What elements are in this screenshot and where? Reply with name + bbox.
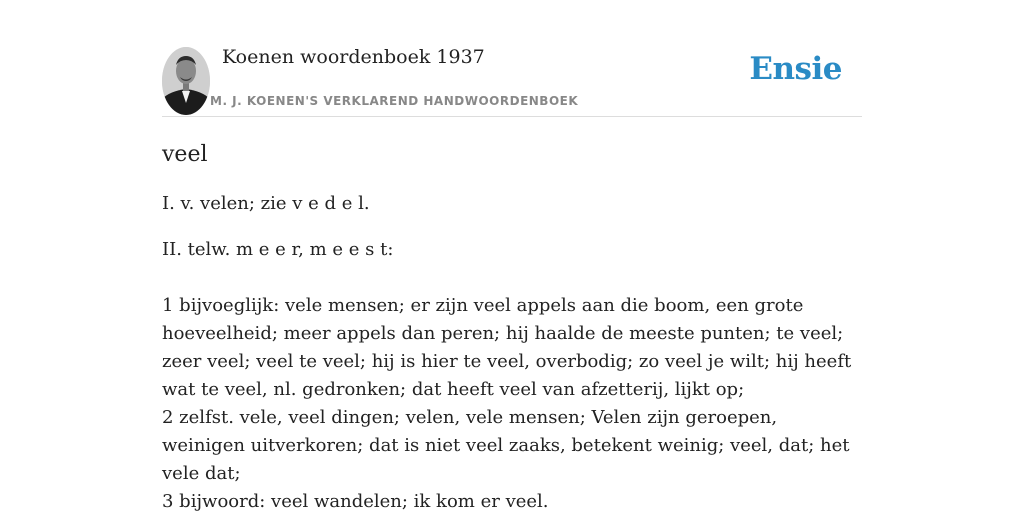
headword: veel — [162, 142, 208, 167]
sense-2: II. telw. m e e r, m e e s t: — [162, 239, 394, 260]
author-portrait-icon — [162, 47, 210, 115]
dictionary-title[interactable]: Koenen woordenboek 1937 — [222, 46, 485, 68]
dictionary-subtitle: M. J. KOENEN'S VERKLAREND HANDWOORDENBOEK — [210, 94, 579, 108]
site-header — [162, 0, 862, 117]
usage-item-1: 1 bijvoeglijk: vele mensen; er zijn veel appels aan die boom, een grote hoeveelheid; meer appels dan peren; hij haalde de meeste punten; te veel; zeer veel; veel te veel; hij is hier te veel, overbodig; zo veel je wilt; hij heeft wat te veel, nl. gedronken; dat heeft veel van afzetterij, lijkt op; — [162, 295, 852, 400]
usage-item-3: 3 bijwoord: veel wandelen; ik kom er veel. — [162, 491, 549, 512]
entry-content — [162, 140, 862, 512]
usage-block — [162, 292, 862, 512]
brand-logo-link[interactable]: Ensie — [749, 51, 842, 87]
sense-1: I. v. velen; zie v e d e l. — [162, 193, 370, 214]
usage-item-2: 2 zelfst. vele, veel dingen; velen, vele mensen; Velen zijn geroepen, weinigen uitverkoren; dat is niet veel zaaks, betekent weinig; veel, dat; het vele dat; — [162, 407, 850, 484]
